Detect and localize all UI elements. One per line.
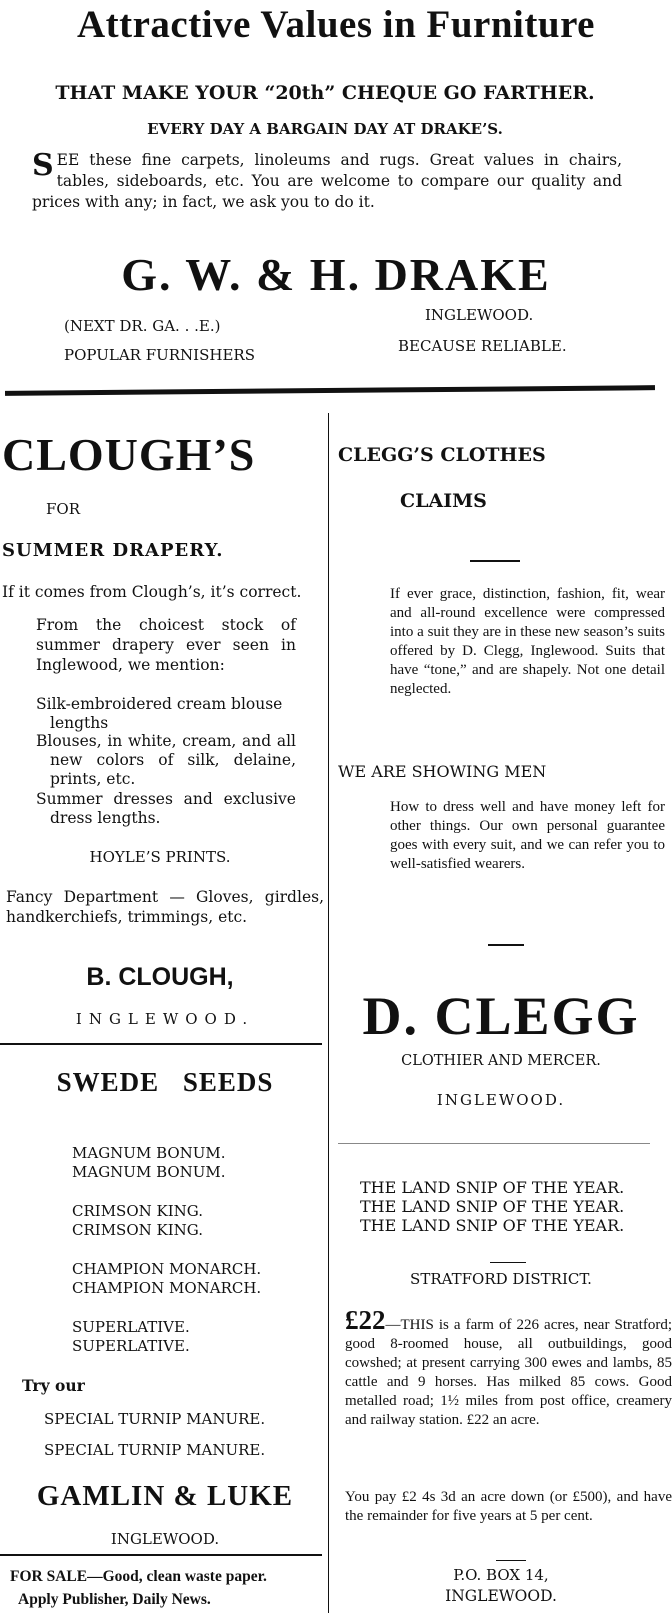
seed-line: SUPERLATIVE. (72, 1337, 190, 1355)
clegg-heading-claims: CLAIMS (400, 490, 487, 512)
clough-for: FOR (46, 500, 80, 518)
clough-proprietor: B. CLOUGH, (86, 963, 234, 991)
clegg-paragraph: If ever grace, distinction, fashion, fit, wear and all-round excellence were compressed into a suit they are in these new season’s suits offered by D. Clegg, Inglewood. Suits that have “tone,” and are shapely. Not one detail neglected. (390, 586, 665, 697)
short-rule (488, 944, 524, 946)
clough-list-item: Blouses, in white, cream, and all new colors of silk, delaine, prints, etc. (36, 732, 296, 788)
for-sale-line: FOR SALE—Good, clean waste paper. (10, 1568, 267, 1585)
clough-intro: From the choicest stock of summer drapery ever seen in Inglewood, we mention: (36, 616, 296, 674)
drake-tagline: POPULAR FURNISHERS (64, 346, 255, 364)
land-price: £22 (345, 1305, 386, 1335)
clough-slogan: If it comes from Clough’s, it’s correct. (2, 583, 302, 601)
clough-town: INGLEWOOD. (75, 1010, 255, 1028)
seed-line: CHAMPION MONARCH. (72, 1279, 262, 1297)
clough-hoyle-prints: HOYLE’S PRINTS. (89, 848, 231, 866)
land-description (345, 1305, 672, 1430)
section-divider (338, 1143, 650, 1144)
clough-fancy-department: Fancy Department — Gloves, girdles, handkerchiefs, trimmings, etc. (6, 888, 324, 926)
drake-body-text: EE these fine carpets, linoleums and rugs. Great values in chairs, tables, sideboards, etc. You are welcome to compare our quality and prices with any; in fact, we ask you to do it. (32, 151, 622, 211)
land-snip-line: THE LAND SNIP OF THE YEAR. (360, 1197, 625, 1216)
section-divider (0, 1554, 322, 1556)
seed-line: CRIMSON KING. (72, 1221, 203, 1239)
seed-line: MAGNUM BONUM. (72, 1163, 226, 1181)
clough-summer-drapery: SUMMER DRAPERY. (2, 540, 224, 561)
clegg-showing: WE ARE SHOWING MEN (338, 762, 547, 781)
clough-title: CLOUGH’S (2, 429, 256, 480)
clegg-name: D. CLEGG (362, 986, 640, 1046)
land-district: STRATFORD DISTRICT. (410, 1270, 592, 1288)
land-terms: You pay £2 4s 3d an acre down (or £500), and have the remainder for five years at 5 per cent. (345, 1489, 672, 1524)
seed-line: CHAMPION MONARCH. (72, 1260, 262, 1278)
drake-headline: Attractive Values in Furniture (76, 3, 595, 46)
short-rule (470, 560, 520, 562)
section-divider (0, 1043, 322, 1045)
seed-line: CRIMSON KING. (72, 1202, 203, 1220)
for-sale-apply: Apply Publisher, Daily News. (18, 1591, 211, 1608)
drake-subheadline: THAT MAKE YOUR “20th” CHEQUE GO FARTHER. (55, 82, 595, 104)
clegg-town: INGLEWOOD. (436, 1091, 566, 1109)
land-snip-line: THE LAND SNIP OF THE YEAR. (360, 1178, 625, 1197)
seeds-try-our: Try our (22, 1376, 85, 1395)
drake-dropcap: S (32, 148, 54, 183)
seed-line: MAGNUM BONUM. (72, 1144, 226, 1162)
short-rule (490, 1262, 526, 1263)
clegg-heading: CLEGG’S CLOTHES (338, 444, 546, 466)
land-po-box: P.O. BOX 14, (453, 1566, 549, 1584)
seeds-firm-name: GAMLIN & LUKE (36, 1480, 294, 1512)
seeds-title: SWEDE SEEDS (56, 1067, 274, 1097)
short-rule (496, 1560, 526, 1561)
clegg-paragraph: How to dress well and have money left for other things. Our own personal guarantee goes with every suit, and we can refer you to well-satisfied wearers. (390, 799, 665, 872)
land-town: INGLEWOOD. (445, 1587, 557, 1605)
clough-list-item: Summer dresses and exclusive dress lengths. (36, 790, 296, 827)
clegg-clothier: CLOTHIER AND MERCER. (401, 1053, 601, 1069)
seeds-town: INGLEWOOD. (110, 1530, 220, 1548)
clough-list-item: Silk-embroidered cream blouse lengths (36, 695, 283, 732)
drake-firm-name: G. W. & H. DRAKE (121, 249, 551, 300)
manure-line: SPECIAL TURNIP MANURE. (44, 1410, 266, 1428)
drake-bargain-line: EVERY DAY A BARGAIN DAY AT DRAKE’S. (147, 120, 503, 138)
drake-next-to: (NEXT DR. GA. . .E.) (64, 317, 221, 335)
land-snip-line: THE LAND SNIP OF THE YEAR. (360, 1216, 625, 1235)
drake-body (32, 150, 622, 213)
land-description-text: —THIS is a farm of 226 acres, near Stratford; good 8-roomed house, all outbuildings, good cowshed; at present carrying 300 ewes and lambs, 85 cattle and 9 horses. Has milked 85 cows. Good metalled road; 1½ miles from post office, creamery and railway station. £22 an acre. (345, 1317, 672, 1428)
seed-line: SUPERLATIVE. (72, 1318, 190, 1336)
drake-reliable: BECAUSE RELIABLE. (398, 337, 567, 355)
manure-line: SPECIAL TURNIP MANURE. (44, 1441, 266, 1459)
heavy-divider (5, 385, 655, 396)
drake-town: INGLEWOOD. (425, 306, 534, 324)
